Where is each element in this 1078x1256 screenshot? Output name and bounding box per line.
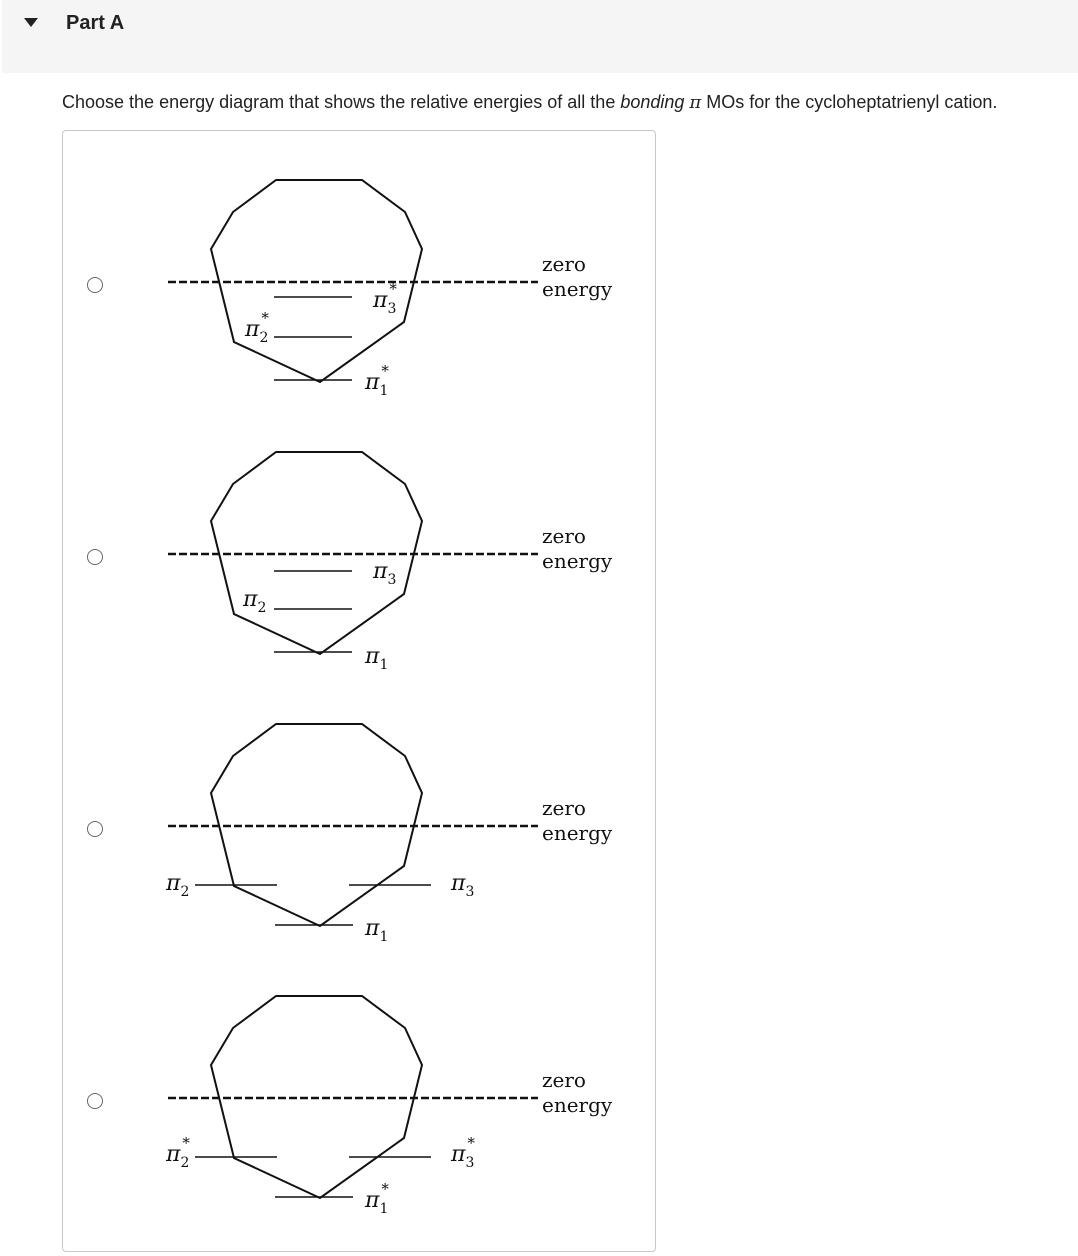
mo-label-a: $\pi_3*$ <box>373 280 397 317</box>
mo-label-c: $\pi_1$ <box>365 644 389 673</box>
question-prompt <box>62 92 997 113</box>
option-3-energy-diagram <box>63 685 655 957</box>
collapse-caret-icon[interactable] <box>24 18 38 27</box>
prompt-text-before: Choose the energy diagram that shows the relative energies of all the <box>62 92 621 112</box>
part-title: Part A <box>66 12 125 34</box>
mo-label-c: $\pi_1*$ <box>365 1180 389 1217</box>
mo-label-a: $\pi_2$ <box>166 871 190 900</box>
zero-label-line1: zero <box>542 524 586 548</box>
answer-option-4[interactable] <box>63 957 655 1229</box>
option-2-energy-diagram <box>63 413 655 685</box>
prompt-text-after: MOs for the cycloheptatrienyl cation. <box>701 92 998 112</box>
pi-symbol: π <box>689 92 702 113</box>
answer-choices-panel <box>62 130 656 1252</box>
mo-label-b: $\pi_2$ <box>243 587 267 616</box>
zero-label-line1: zero <box>542 796 586 820</box>
answer-option-3[interactable] <box>63 685 655 957</box>
mo-label-b: $\pi_3$ <box>451 871 475 900</box>
mo-label-b: $\pi_3*$ <box>451 1134 475 1171</box>
mo-label-a: $\pi_3$ <box>373 559 397 588</box>
answer-option-2[interactable] <box>63 413 655 685</box>
zero-label-line2: energy <box>542 277 613 301</box>
mo-label-a: $\pi_2*$ <box>166 1134 190 1171</box>
zero-label-line1: zero <box>542 1068 586 1092</box>
mo-label-c: $\pi_1$ <box>365 916 389 945</box>
prompt-emphasis: bonding <box>620 92 685 112</box>
zero-label-line2: energy <box>542 549 613 573</box>
zero-label-line2: energy <box>542 821 613 845</box>
zero-label-line1: zero <box>542 252 586 276</box>
mo-label-c: $\pi_1*$ <box>365 362 389 399</box>
zero-label-line2: energy <box>542 1093 613 1117</box>
mo-label-b: $\pi_2*$ <box>245 309 269 346</box>
answer-option-1[interactable] <box>63 141 655 413</box>
option-4-energy-diagram <box>63 957 655 1229</box>
part-header[interactable] <box>2 0 1078 73</box>
option-1-energy-diagram <box>63 141 655 413</box>
